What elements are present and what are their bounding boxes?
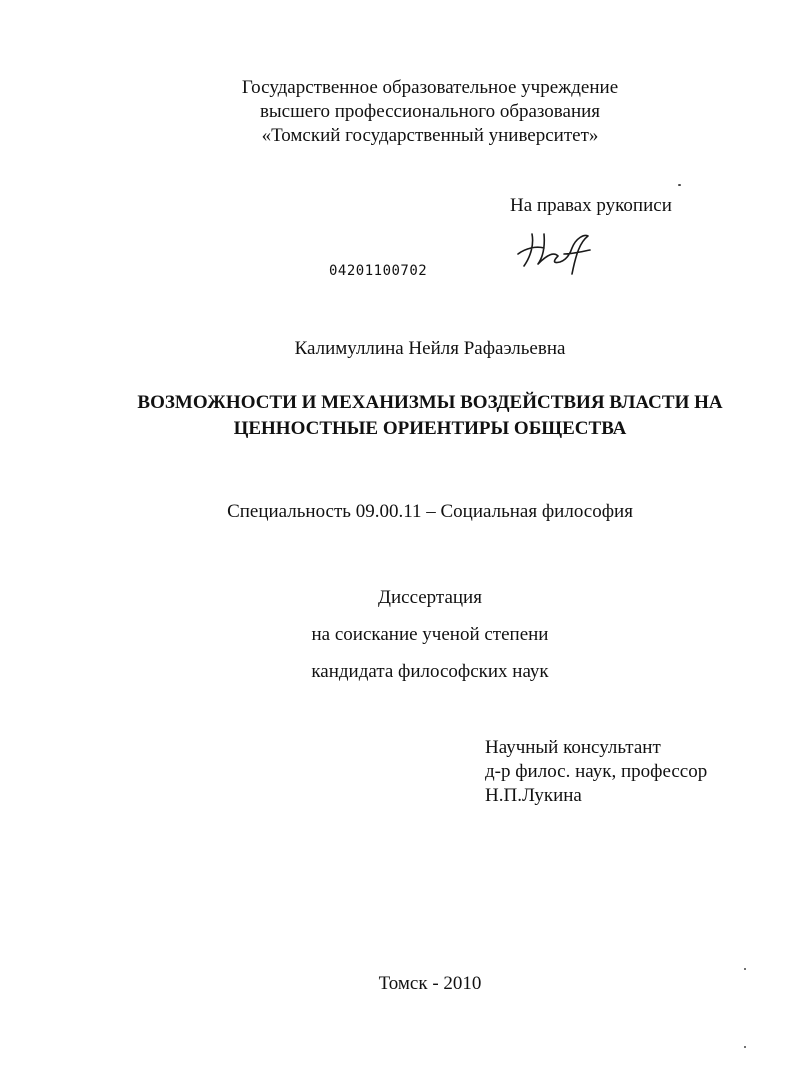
consultant-credentials: д-р филос. наук, профессор (485, 761, 708, 782)
degree-line-1: на соискание ученой степени (311, 624, 549, 645)
specialty: Специальность 09.00.11 – Социальная философия (227, 501, 633, 522)
institution-line-2: высшего профессионального образования (259, 101, 601, 122)
consultant-role: Научный консультант (485, 737, 661, 758)
register-number: 04201100702 (329, 263, 428, 279)
institution-block (0, 76, 796, 148)
author-name: Калимуллина Нейля Рафаэльевна (294, 338, 566, 359)
title-line-2: ЦЕННОСТНЫЕ ОРИЕНТИРЫ ОБЩЕСТВА (233, 418, 627, 439)
city-year: Томск - 2010 (378, 973, 482, 994)
institution-line-3: «Томский государственный университет» (261, 125, 599, 146)
scan-speck (744, 968, 746, 970)
dissertation-title (0, 390, 796, 442)
scan-speck (744, 1046, 746, 1048)
scan-speck (678, 184, 681, 186)
dissertation-type: Диссертация (378, 587, 482, 608)
title-line-1: ВОЗМОЖНОСТИ И МЕХАНИЗМЫ ВОЗДЕЙСТВИЯ ВЛАСТИ НА (137, 392, 723, 413)
signature-icon (514, 224, 594, 280)
rights-note: На правах рукописи (510, 195, 672, 216)
consultant-name: Н.П.Лукина (485, 785, 582, 806)
institution-line-1: Государственное образовательное учреждение (241, 77, 619, 98)
consultant-block (485, 736, 707, 808)
degree-line-2: кандидата философских наук (311, 661, 549, 682)
